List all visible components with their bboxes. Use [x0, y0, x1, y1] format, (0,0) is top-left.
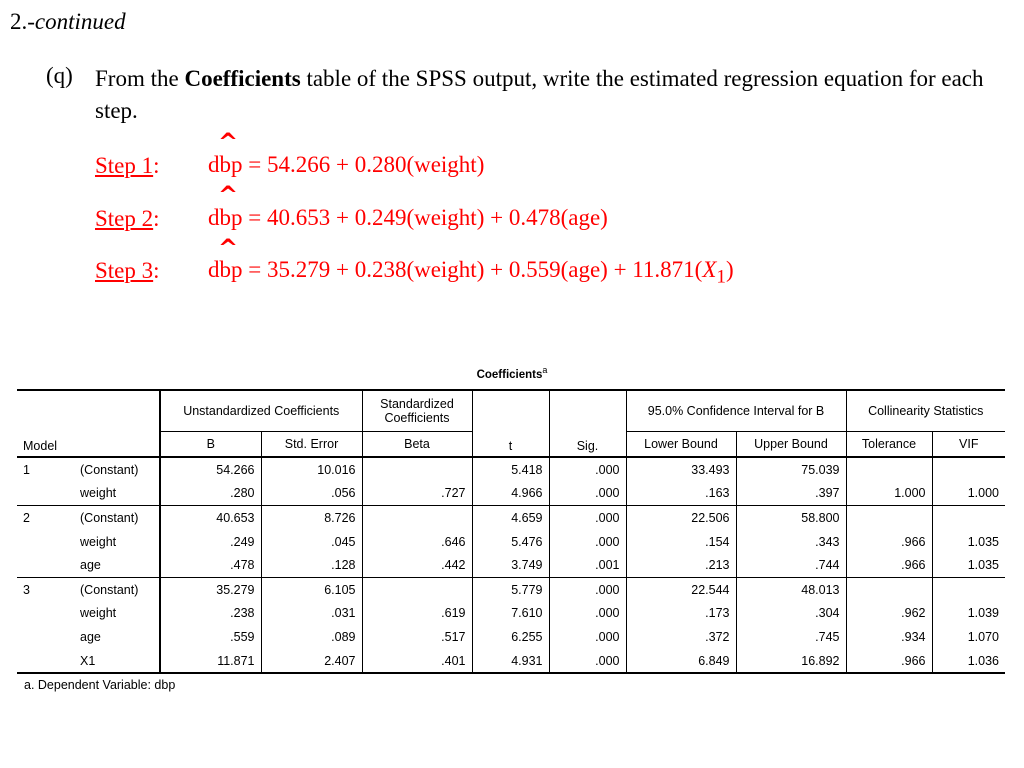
table-cell: .442	[362, 553, 472, 577]
table-cell: 75.039	[736, 457, 846, 482]
step-2-rhs: = 40.653 + 0.249(weight) + 0.478(age)	[242, 205, 608, 230]
step-1-hat: ^	[218, 128, 239, 156]
table-row	[17, 530, 1005, 554]
table-cell	[17, 530, 74, 554]
table-cell: 8.726	[261, 506, 362, 530]
step-1-label-text: Step 1	[95, 153, 154, 178]
step-3-variable: X	[702, 257, 717, 282]
table-cell	[846, 577, 932, 601]
step-2-equation	[208, 205, 608, 231]
table-row	[17, 482, 1005, 506]
table-cell: .163	[626, 482, 736, 506]
table-cell	[932, 577, 1005, 601]
table-cell	[362, 577, 472, 601]
table-cell: (Constant)	[74, 506, 160, 530]
table-cell: 5.418	[472, 457, 549, 482]
table-cell: .280	[160, 482, 261, 506]
header-group-ci: 95.0% Confidence Interval for B	[626, 390, 846, 432]
question-text-before: From the	[95, 66, 185, 91]
table-cell: 6.849	[626, 649, 736, 674]
table-row	[17, 506, 1005, 530]
table-cell: 35.279	[160, 577, 261, 601]
header-lower: Lower Bound	[626, 432, 736, 458]
table-cell: .238	[160, 602, 261, 626]
table-cell: 54.266	[160, 457, 261, 482]
table-cell: .619	[362, 602, 472, 626]
slide-heading	[10, 9, 126, 35]
table-cell: .744	[736, 553, 846, 577]
table-cell: 33.493	[626, 457, 736, 482]
table-cell: .304	[736, 602, 846, 626]
table-cell: .000	[549, 457, 626, 482]
table-cell: 1.000	[932, 482, 1005, 506]
coefficients-table	[17, 389, 1005, 674]
header-beta: Beta	[362, 432, 472, 458]
header-group-collinearity: Collinearity Statistics	[846, 390, 1005, 432]
step-2-label-text: Step 2	[95, 206, 154, 231]
table-cell	[17, 649, 74, 674]
question-text-after: table of the SPSS output, write the estimated regression equation for each step.	[95, 66, 984, 123]
table-cell: 4.966	[472, 482, 549, 506]
table-row	[17, 625, 1005, 649]
table-cell: .045	[261, 530, 362, 554]
table-cell: .089	[261, 625, 362, 649]
table-cell: (Constant)	[74, 457, 160, 482]
table-cell: .056	[261, 482, 362, 506]
table-cell: .401	[362, 649, 472, 674]
table-cell	[932, 506, 1005, 530]
step-3-rhs: = 35.279 + 0.238(weight) + 0.559(age) + 11.871(	[242, 257, 703, 282]
header-vif: VIF	[932, 432, 1005, 458]
table-cell: 1.039	[932, 602, 1005, 626]
header-tolerance: Tolerance	[846, 432, 932, 458]
table-cell: .000	[549, 602, 626, 626]
table-cell: 58.800	[736, 506, 846, 530]
table-cell: 3	[17, 577, 74, 601]
header-group-standardized: Standardized Coefficients	[362, 390, 472, 432]
table-title-text: Coefficients	[476, 368, 543, 381]
table-cell	[362, 506, 472, 530]
table-cell: .000	[549, 649, 626, 674]
header-model: Model	[23, 439, 58, 453]
table-cell: .966	[846, 553, 932, 577]
table-cell	[17, 625, 74, 649]
table-cell: 10.016	[261, 457, 362, 482]
step-3-equation	[208, 257, 734, 289]
heading-suffix: -continued	[27, 9, 126, 34]
table-cell	[17, 482, 74, 506]
step-3-lhs: dbp	[208, 257, 243, 282]
table-cell	[846, 457, 932, 482]
table-cell: 1.036	[932, 649, 1005, 674]
table-cell: age	[80, 629, 101, 644]
table-cell	[362, 457, 472, 482]
table-cell: .745	[736, 625, 846, 649]
table-cell: .213	[626, 553, 736, 577]
table-cell: (Constant)	[74, 577, 160, 601]
table-cell: .000	[549, 625, 626, 649]
table-cell: .154	[626, 530, 736, 554]
step-2-colon: :	[153, 206, 160, 231]
table-cell: .000	[549, 506, 626, 530]
table-cell: 5.476	[472, 530, 549, 554]
table-cell: 5.779	[472, 577, 549, 601]
table-cell: 6.105	[261, 577, 362, 601]
table-cell: .000	[549, 482, 626, 506]
table-title-sup: a	[542, 365, 548, 375]
step-2-lhs: dbp	[208, 205, 243, 230]
table-cell: 40.653	[160, 506, 261, 530]
table-cell: .646	[362, 530, 472, 554]
table-row	[17, 577, 1005, 601]
table-cell: 22.506	[626, 506, 736, 530]
table-cell: 16.892	[736, 649, 846, 674]
table-cell: .559	[160, 625, 261, 649]
table-cell: 6.255	[472, 625, 549, 649]
header-sig: Sig.	[549, 390, 626, 457]
step-3-hat: ^	[218, 234, 239, 262]
table-cell: .000	[549, 577, 626, 601]
table-cell: 1.070	[932, 625, 1005, 649]
question-text	[95, 63, 1010, 127]
table-cell: 2.407	[261, 649, 362, 674]
table-cell: .249	[160, 530, 261, 554]
table-cell: .478	[160, 553, 261, 577]
table-title	[0, 365, 1024, 381]
table-cell: 1.000	[846, 482, 932, 506]
table-cell: .517	[362, 625, 472, 649]
header-upper: Upper Bound	[736, 432, 846, 458]
step-2-label	[95, 206, 160, 232]
table-row	[17, 457, 1005, 482]
table-cell: .128	[261, 553, 362, 577]
table-cell: X1	[74, 649, 160, 674]
step-1-label	[95, 153, 160, 179]
table-cell: weight	[80, 486, 117, 501]
step-1-lhs: dbp	[208, 152, 243, 177]
question-label: (q)	[46, 63, 73, 88]
header-group-unstandardized: Unstandardized Coefficients	[160, 390, 362, 432]
table-cell	[17, 553, 74, 577]
table-cell: .934	[846, 625, 932, 649]
table-cell: .966	[846, 649, 932, 674]
table-cell: 1.035	[932, 553, 1005, 577]
table-cell: .000	[549, 530, 626, 554]
table-cell: .001	[549, 553, 626, 577]
table-cell: .397	[736, 482, 846, 506]
table-cell: weight	[80, 606, 117, 621]
step-3-label	[95, 258, 160, 284]
table-row	[17, 649, 1005, 674]
table-cell	[17, 602, 74, 626]
step-3-label-text: Step 3	[95, 258, 154, 283]
table-cell: weight	[80, 534, 117, 549]
table-cell: 11.871	[160, 649, 261, 674]
table-body	[17, 457, 1005, 673]
heading-number: 2.	[10, 9, 28, 34]
table-cell: 4.659	[472, 506, 549, 530]
table-cell: 1	[17, 457, 74, 482]
table-cell: age	[80, 558, 101, 573]
step-1-rhs: = 54.266 + 0.280(weight)	[242, 152, 485, 177]
table-cell: .173	[626, 602, 736, 626]
table-cell: .962	[846, 602, 932, 626]
table-cell: 2	[17, 506, 74, 530]
header-b: B	[160, 432, 261, 458]
table-footnote: a. Dependent Variable: dbp	[24, 678, 176, 692]
step-3-colon: :	[153, 258, 160, 283]
step-1-colon: :	[153, 153, 160, 178]
header-t: t	[472, 390, 549, 457]
table-cell: 4.931	[472, 649, 549, 674]
table-cell: .966	[846, 530, 932, 554]
table-row	[17, 553, 1005, 577]
table-cell: .031	[261, 602, 362, 626]
step-3-subscript: 1	[716, 266, 726, 288]
table-cell: 7.610	[472, 602, 549, 626]
question-text-bold: Coefficients	[184, 66, 301, 91]
table-cell: 22.544	[626, 577, 736, 601]
table-cell: 3.749	[472, 553, 549, 577]
table-cell	[846, 506, 932, 530]
table-cell	[932, 457, 1005, 482]
table-cell: .372	[626, 625, 736, 649]
step-1-equation	[208, 152, 484, 178]
step-2-hat: ^	[218, 181, 239, 209]
table-cell: .727	[362, 482, 472, 506]
table-cell: 48.013	[736, 577, 846, 601]
step-3-close: )	[725, 257, 734, 282]
table-cell: .343	[736, 530, 846, 554]
header-std-error: Std. Error	[261, 432, 362, 458]
table-cell: 1.035	[932, 530, 1005, 554]
table-row	[17, 602, 1005, 626]
